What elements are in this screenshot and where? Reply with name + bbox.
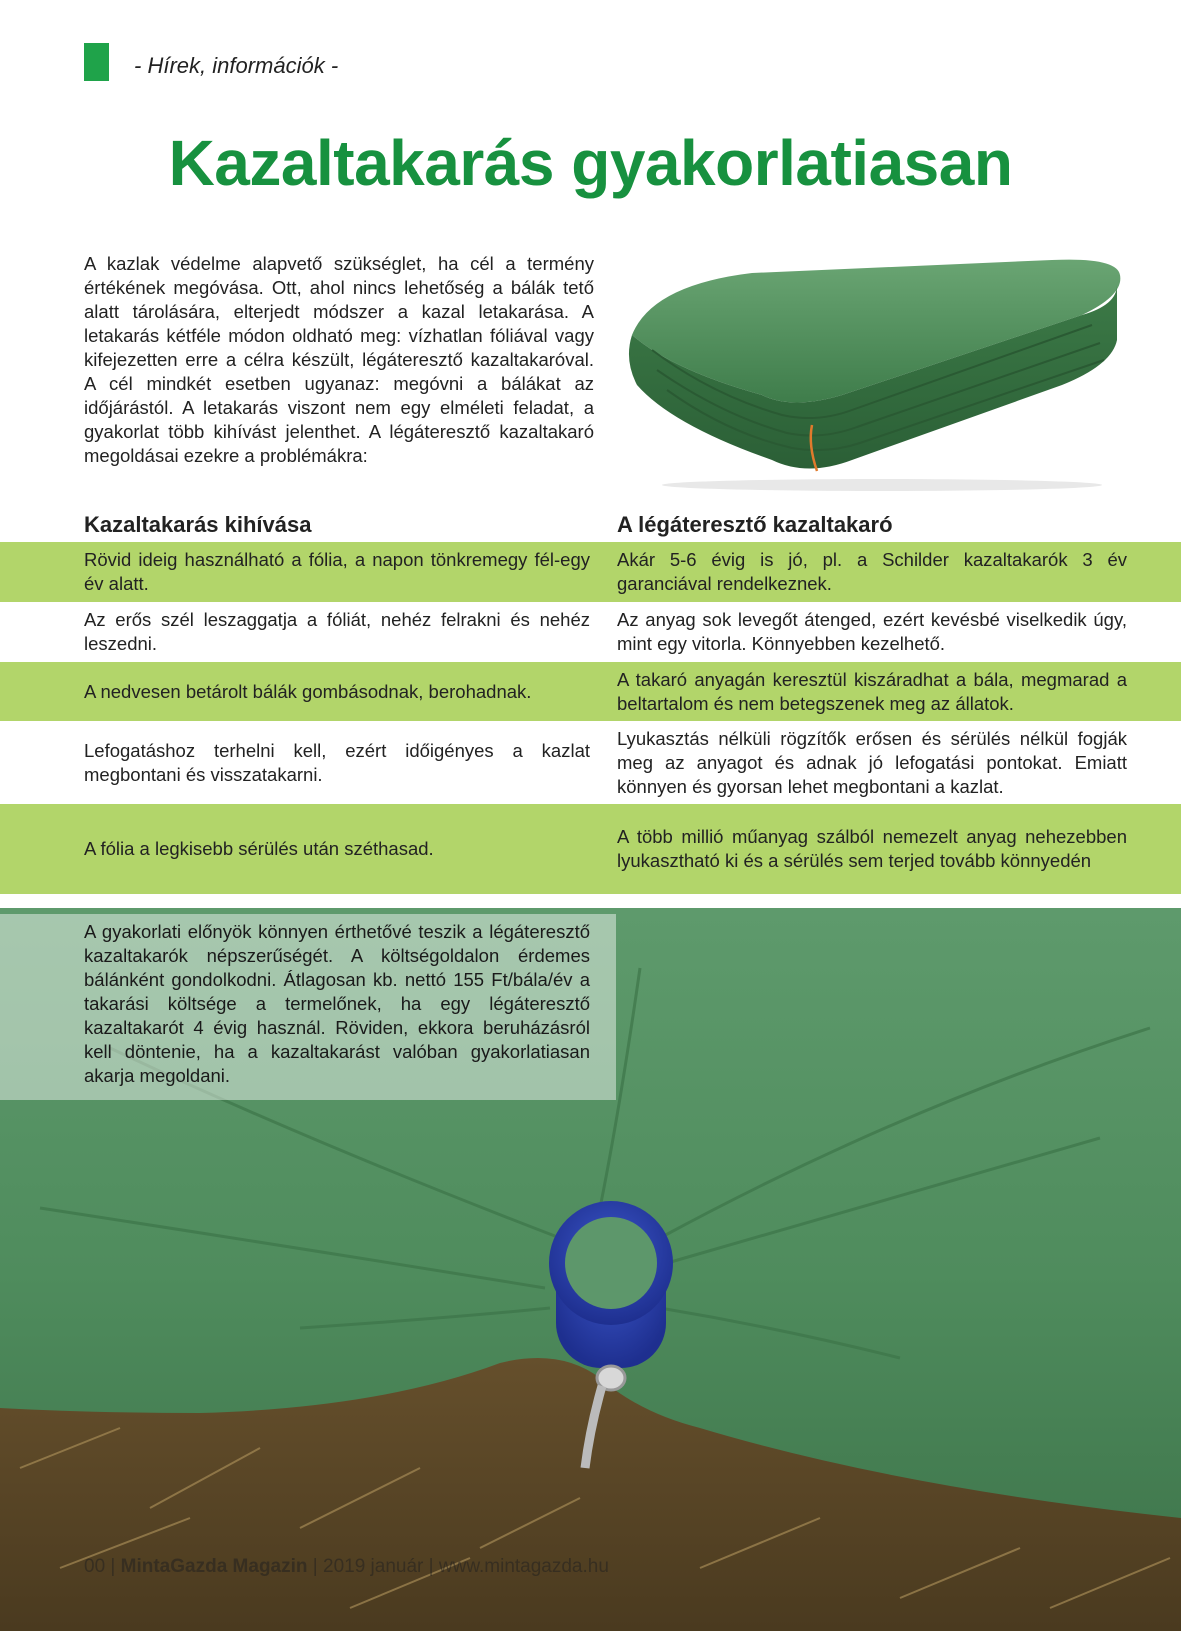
left-column-heading: Kazaltakarás kihívása <box>84 512 312 537</box>
page-title: Kazaltakarás gyakorlatiasan <box>168 127 1013 199</box>
folded-cover-image <box>612 245 1132 495</box>
table-row <box>0 542 1181 602</box>
closing-paragraph: A gyakorlati előnyök könnyen érthetővé teszik a légáteresztő kazaltakarók népszerűségét. A költségoldalon érdemes bálánként gondolkodni. Átlagosan kb. nettó 155 Ft/bála/év a takarási költsége a termelőnek, ha egy légáteresztő kazaltakarót 4 évig használ. Röviden, ekkora beruházásról kell döntenie, ha a kazaltakarást valóban gyakorlatiasan akarja megoldani. <box>84 921 590 1086</box>
right-column-heading: A légáteresztő kazaltakaró <box>617 512 893 537</box>
challenge-cell: Rövid ideig használható a fólia, a napon tönkremegy fél-egy év alatt. <box>84 549 590 594</box>
website-link[interactable]: www.mintagazda.hu <box>438 1556 609 1577</box>
challenge-cell: A nedvesen betárolt bálák gombásodnak, berohadnak. <box>84 680 532 702</box>
page-number: 00 <box>84 1556 106 1577</box>
section-label: - Hírek, információk - <box>134 53 339 78</box>
section-color-marker <box>84 43 109 81</box>
solution-cell: Akár 5-6 évig is jó, pl. a Schilder kazaltakarók 3 év garanciával rendelkeznek. <box>617 549 1127 594</box>
solution-cell: A több millió műanyag szálból nemezelt anyag nehezebben lyukasztható ki és a sérülés sem terjed tovább könnyedén <box>617 826 1127 871</box>
comparison-table <box>0 542 1181 894</box>
table-row <box>0 602 1181 662</box>
solution-cell: Lyukasztás nélküli rögzítők erősen és sérülés nélkül fogják meg az anyagot és adnak jó lefogatási pontokat. Emiatt könnyen és gyorsan lehet megbontani a kazlat. <box>617 727 1127 797</box>
solution-cell: Az anyag sok levegőt átenged, ezért kevésbé viselkedik úgy, mint egy vitorla. Könnyebben kezelhető. <box>617 609 1127 654</box>
table-row <box>0 721 1181 804</box>
intro-paragraph <box>84 252 594 468</box>
table-row <box>0 804 1181 894</box>
challenge-cell: Lefogatáshoz terhelni kell, ezért időigényes a kazlat megbontani és visszatakarni. <box>84 739 590 785</box>
issue-date: 2019 január <box>323 1556 424 1577</box>
magazine-name: MintaGazda Magazin <box>120 1556 308 1577</box>
intro-text: A kazlak védelme alapvető szükséglet, ha cél a termény értékének megóvása. Ott, ahol nincs lehetőség a bálák tető alatt tárolására, elterjedt módszer a kazal letakarása. A letakarás kétféle módon oldható meg: vízhatlan fóliával vagy kifejezetten erre a célra készült, légáteresztő kazaltakaróval. A cél mindkét esetben ugyanaz: megóvni a bálákat az időjárástól. A letakarás viszont nem egy elméleti feladat, a gyakorlat több kihívást jelenthet. A légáteresztő kazaltakaró megoldásai ezekre a problémákra: <box>84 253 594 466</box>
solution-cell: A takaró anyagán keresztül kiszáradhat a bála, megmarad a beltartalom és nem betegszenek meg az állatok. <box>617 668 1127 714</box>
page-footer: 00 | MintaGazda Magazin | 2019 január | www.mintagazda.hu <box>84 1556 609 1577</box>
challenge-cell: Az erős szél leszaggatja a fóliát, nehéz felrakni és nehéz leszedni. <box>84 609 590 654</box>
table-row <box>0 662 1181 721</box>
challenge-cell: A fólia a legkisebb sérülés után széthasad. <box>84 838 434 859</box>
